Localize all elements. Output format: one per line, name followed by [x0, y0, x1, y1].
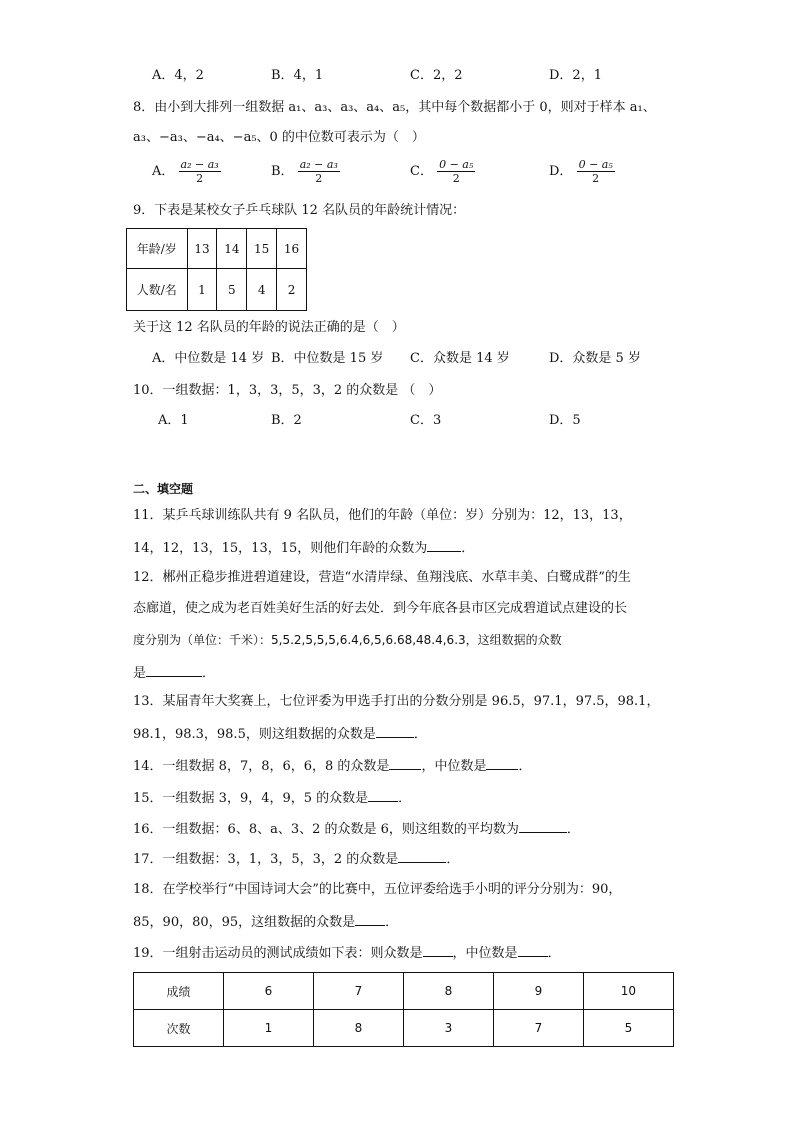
q12-line4 — [133, 662, 215, 684]
q15 — [133, 787, 411, 809]
table-row — [134, 973, 674, 1010]
q18-line1: 18．在学校举行“中国诗词大会”的比赛中，五位评委给选手小明的评分分别为：90， — [133, 882, 622, 897]
answer-blank[interactable] — [376, 723, 414, 738]
q9-option-b: B．中位数是 15 岁 — [271, 351, 384, 366]
q10-option-a: A．1 — [158, 413, 189, 428]
q18-line2 — [133, 911, 398, 933]
q8-option-b — [271, 158, 340, 185]
q7-option-d: D．2，1 — [549, 68, 602, 83]
q11-text: 14，12，13，15，13，15，则他们年龄的众数为 — [133, 541, 428, 556]
table-cell: 15 — [247, 229, 277, 269]
q10-stem: 10．一组数据：1，3，3，5，3，2 的众数是 （ ） — [133, 383, 442, 398]
q8-option-c-fraction — [437, 158, 475, 185]
fraction-numerator: 0 − a₅ — [439, 158, 474, 171]
table-cell: 5 — [583, 1010, 673, 1047]
q15-text: 15．一组数据 3，9，4，9，5 的众数是 — [133, 791, 369, 806]
table-cell: 14 — [217, 229, 247, 269]
table-cell: 8 — [313, 1010, 403, 1047]
q8-option-b-letter: B． — [271, 164, 294, 179]
answer-blank-median[interactable] — [518, 942, 548, 957]
table-cell: 10 — [583, 973, 673, 1010]
table-cell: 13 — [187, 229, 217, 269]
q8-option-d — [549, 158, 615, 185]
answer-blank-mode[interactable] — [423, 942, 453, 957]
answer-blank-mode[interactable] — [389, 755, 421, 770]
q14-text: 14．一组数据 8，7，8，6，6，8 的众数是 — [133, 759, 390, 774]
q14 — [133, 755, 531, 777]
fraction-numerator: a₂ − a₃ — [299, 158, 338, 171]
q13-line1: 13．某届青年大奖赛上，七位评委为甲选手打出的分数分别是 96.5，97.1，97.5，98.1， — [133, 694, 660, 709]
q9-stem: 9．下表是某校女子乒乓球队 12 名队员的年龄统计情况： — [133, 203, 466, 218]
q12-period: ． — [202, 666, 216, 681]
q8-option-c-letter: C． — [410, 164, 433, 179]
fraction-numerator: a₂ − a₃ — [180, 158, 219, 171]
q8-option-c — [410, 158, 475, 185]
q13-text: 98.1，98.3，98.5，则这组数据的众数是 — [133, 727, 376, 742]
q16-period: ． — [566, 822, 580, 837]
table-row — [127, 229, 307, 269]
q19-score-table — [133, 972, 674, 1047]
q8-option-a-fraction — [179, 158, 221, 185]
q11-line1: 11．某乒乓球训练队共有 9 名队员，他们的年龄（单位：岁）分别为：12，13，13， — [133, 508, 632, 523]
q15-period: ． — [398, 791, 412, 806]
fraction-denominator: 2 — [196, 172, 204, 185]
q8-stem-line2: a₃、−a₃、−a₄、−a₅、0 的中位数可表示为（ ） — [133, 130, 425, 145]
fraction-denominator: 2 — [452, 172, 460, 185]
q18-period: ． — [385, 915, 399, 930]
q17 — [133, 848, 459, 870]
table-cell: 年龄/岁 — [127, 229, 188, 269]
q13-period: ． — [413, 727, 427, 742]
table-cell: 8 — [403, 973, 493, 1010]
q13-line2 — [133, 723, 427, 745]
q8-option-a-letter: A． — [152, 164, 175, 179]
table-cell: 人数/名 — [127, 269, 188, 311]
q10-option-b: B．2 — [271, 413, 302, 428]
q9-option-c: C．众数是 14 岁 — [410, 351, 510, 366]
table-cell: 2 — [277, 269, 307, 311]
q9-option-d: D．众数是 5 岁 — [549, 351, 641, 366]
q9-option-a: A．中位数是 14 岁 — [152, 351, 265, 366]
table-row — [134, 1010, 674, 1047]
q19-text: 19．一组射击运动员的测试成绩如下表：则众数是 — [133, 946, 423, 961]
q12-line2: 态廊道，使之成为老百姓美好生活的好去处．到今年底各县市区完成碧道试点建设的长 — [133, 601, 628, 616]
table-cell: 1 — [187, 269, 217, 311]
table-cell: 9 — [493, 973, 583, 1010]
q9-question: 关于这 12 名队员的年龄的说法正确的是（ ） — [133, 320, 405, 335]
answer-blank[interactable] — [427, 537, 461, 552]
answer-blank[interactable] — [519, 818, 567, 833]
q10-option-c: C．3 — [410, 413, 442, 428]
q19-period: ． — [547, 946, 561, 961]
fraction-numerator: 0 − a₅ — [578, 158, 613, 171]
q8-option-d-letter: D． — [549, 164, 573, 179]
table-cell: 6 — [224, 973, 314, 1010]
answer-blank-median[interactable] — [486, 755, 518, 770]
q9-age-table — [126, 228, 307, 311]
q7-option-c: C．2，2 — [410, 68, 463, 83]
table-cell: 1 — [224, 1010, 314, 1047]
q8-option-d-fraction — [577, 158, 615, 185]
table-cell: 3 — [403, 1010, 493, 1047]
q12-line3: 度分别为（单位：千米）：5,5.2,5,5,5,6.4,6,5,6.68,48.4,6.3，这组数据的众数 — [133, 633, 562, 647]
table-cell: 7 — [493, 1010, 583, 1047]
q8-stem-line1: 8．由小到大排列一组数据 a₁、a₃、a₃、a₄、a₅，其中每个数据都小于 0，则对于样本 a₁、 — [133, 100, 656, 115]
q12-text: 是 — [133, 666, 147, 681]
q16 — [133, 818, 580, 840]
q11-line2 — [133, 537, 474, 559]
q8-option-b-fraction — [298, 158, 340, 185]
q7-option-b: B．4，1 — [271, 68, 324, 83]
q16-text: 16．一组数据：6、8、a、3、2 的众数是 6，则这组数的平均数为 — [133, 822, 519, 837]
table-cell: 16 — [277, 229, 307, 269]
q17-period: ． — [446, 852, 460, 867]
table-cell: 4 — [247, 269, 277, 311]
fraction-denominator: 2 — [315, 172, 323, 185]
q8-option-a — [152, 158, 221, 185]
q14-period: ． — [518, 759, 532, 774]
answer-blank[interactable] — [368, 787, 398, 802]
table-cell: 5 — [217, 269, 247, 311]
section-heading-fill-blank: 二、填空题 — [133, 482, 194, 496]
answer-blank[interactable] — [398, 848, 446, 863]
q7-option-a: A．4，2 — [152, 68, 204, 83]
answer-blank[interactable] — [146, 662, 202, 677]
answer-blank[interactable] — [355, 911, 385, 926]
q18-text: 85，90，80，95，这组数据的众数是 — [133, 915, 356, 930]
q17-text: 17．一组数据：3，1，3，5，3，2 的众数是 — [133, 852, 399, 867]
table-cell: 成绩 — [134, 973, 224, 1010]
table-cell: 次数 — [134, 1010, 224, 1047]
fraction-denominator: 2 — [592, 172, 600, 185]
table-row — [127, 269, 307, 311]
q19-text-median: ，中位数是 — [452, 946, 518, 961]
q12-line1: 12．郴州正稳步推进碧道建设，营造“水清岸绿、鱼翔浅底、水草丰美、白鹭成群”的生 — [133, 570, 631, 585]
q14-text-median: ，中位数是 — [421, 759, 487, 774]
q11-period: ． — [461, 541, 475, 556]
q19-stem — [133, 942, 561, 964]
q10-option-d: D．5 — [549, 413, 581, 428]
table-cell: 7 — [313, 973, 403, 1010]
